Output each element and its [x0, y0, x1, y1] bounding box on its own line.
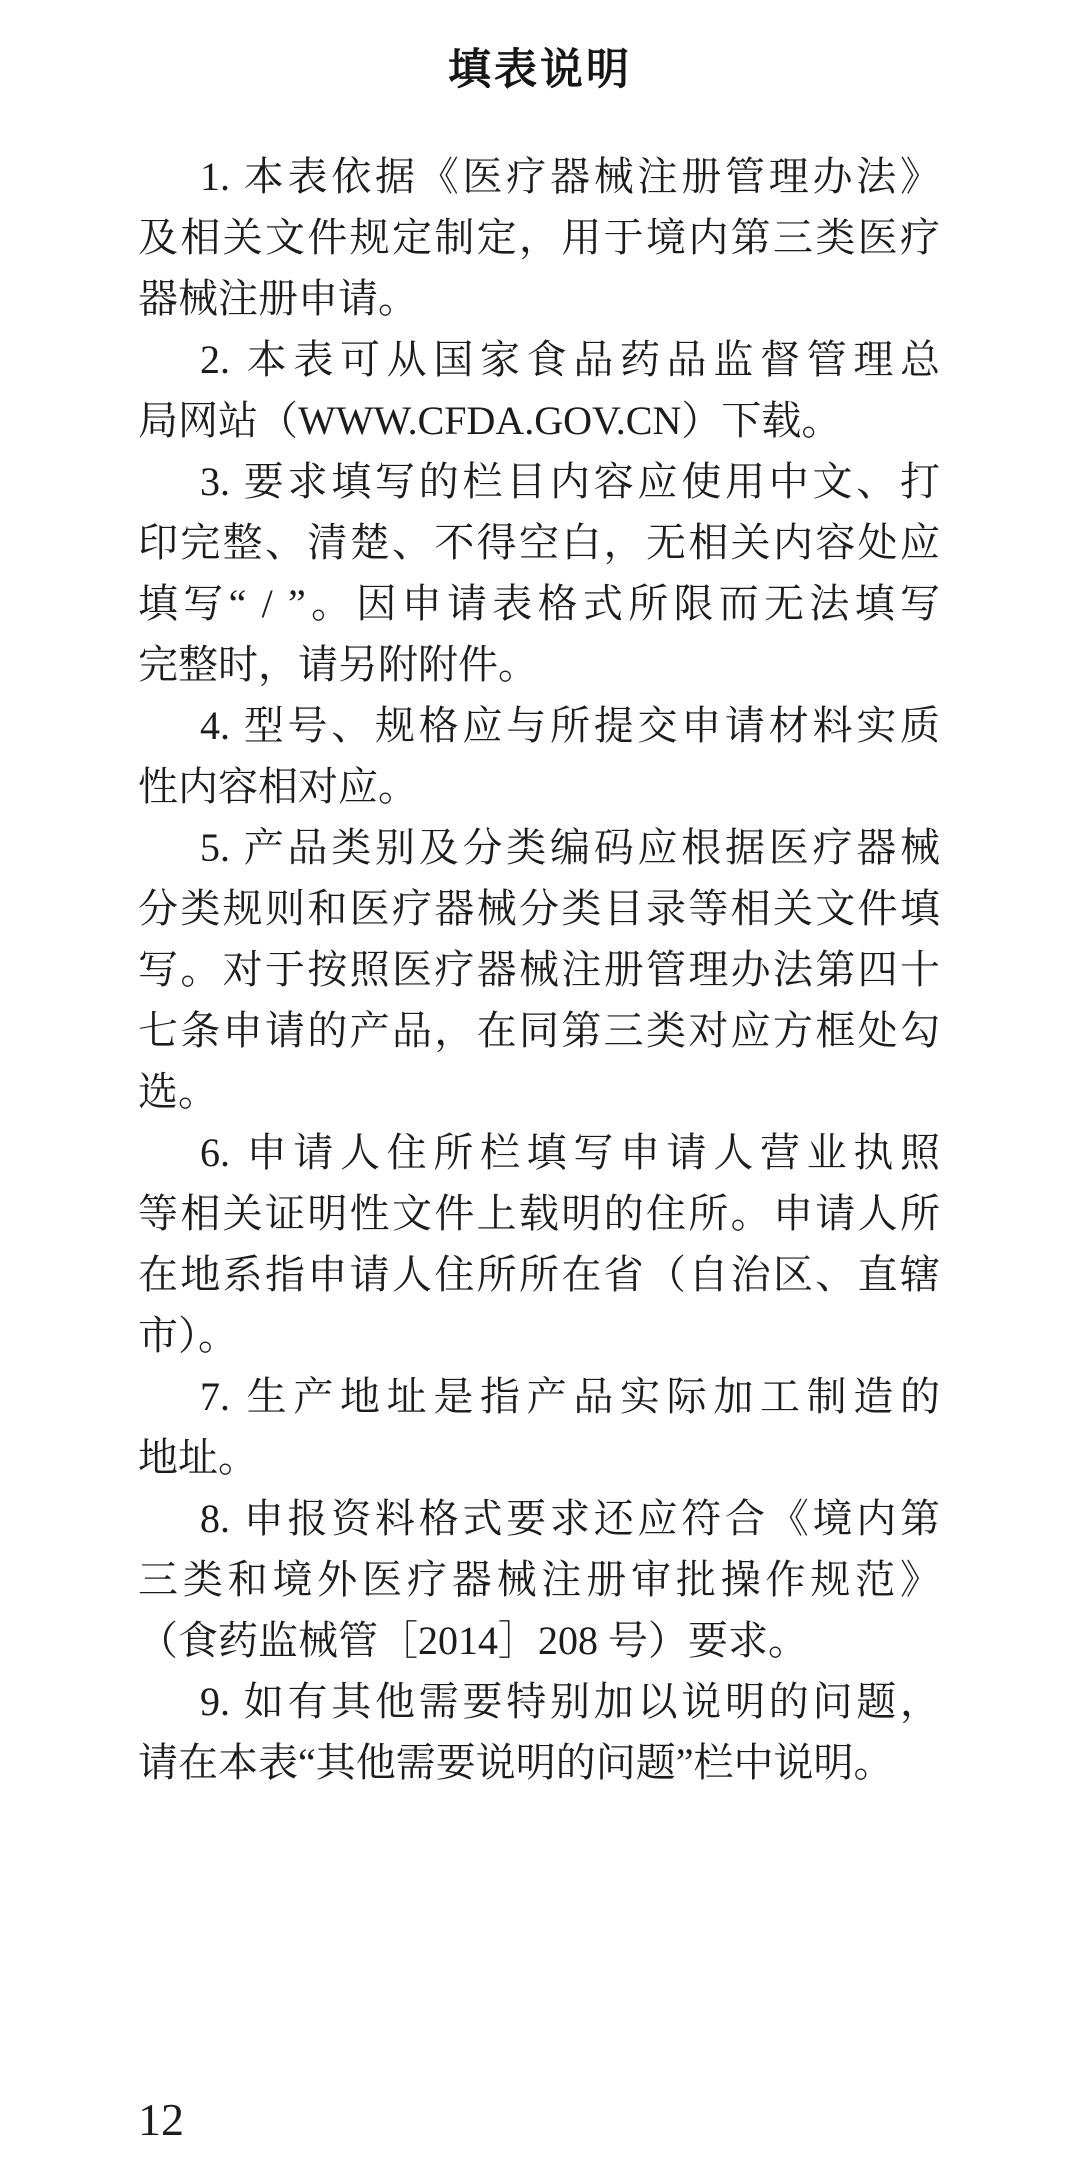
text-line: 分类规则和医疗器械分类目录等相关文件填: [138, 886, 940, 931]
paragraph: [138, 1122, 940, 1366]
text-line: 4. 型号、规格应与所提交申请材料实质: [200, 703, 940, 748]
text-line: （食药监械管［2014］208 号）要求。: [138, 1618, 808, 1663]
paragraph: [138, 1488, 940, 1671]
text-line: 完整时，请另附附件。: [138, 642, 538, 687]
text-line: 及相关文件规定制定，用于境内第三类医疗: [138, 215, 940, 260]
text-line: 1. 本表依据《医疗器械注册管理办法》: [200, 154, 940, 199]
text-line: 2. 本表可从国家食品药品监督管理总: [200, 337, 940, 382]
text-line: 请在本表“其他需要说明的问题”栏中说明。: [138, 1740, 894, 1785]
text-line: 在地系指申请人住所所在省（自治区、直辖: [138, 1252, 940, 1297]
text-line: 7. 生产地址是指产品实际加工制造的: [200, 1374, 940, 1419]
text-line: 地址。: [138, 1435, 258, 1480]
paragraph: [138, 146, 940, 329]
paragraph: [138, 695, 940, 817]
text-line: 器械注册申请。: [138, 276, 418, 321]
paragraph: [138, 329, 940, 451]
paragraph: [138, 817, 940, 1122]
text-line: 选。: [138, 1069, 218, 1114]
page-title: 填表说明: [448, 46, 632, 94]
text-line: 三类和境外医疗器械注册审批操作规范》: [138, 1557, 940, 1602]
text-line: 局网站（WWW.CFDA.GOV.CN）下载。: [138, 398, 842, 443]
text-line: 6. 申请人住所栏填写申请人营业执照: [200, 1130, 940, 1175]
paragraph: [138, 451, 940, 695]
paragraph: [138, 1366, 940, 1488]
document-body: [138, 146, 940, 1793]
text-line: 七条申请的产品，在同第三类对应方框处勾: [138, 1008, 940, 1053]
text-line: 市）。: [138, 1313, 238, 1358]
text-line: 3. 要求填写的栏目内容应使用中文、打: [200, 459, 940, 504]
text-line: 写。对于按照医疗器械注册管理办法第四十: [138, 947, 940, 992]
text-line: 等相关证明性文件上载明的住所。申请人所: [138, 1191, 940, 1236]
text-line: 填写“ / ”。因申请表格式所限而无法填写: [138, 581, 940, 626]
paragraph: [138, 1671, 940, 1793]
text-line: 5. 产品类别及分类编码应根据医疗器械: [200, 825, 940, 870]
page-number: 12: [138, 2094, 184, 2145]
text-line: 8. 申报资料格式要求还应符合《境内第: [200, 1496, 940, 1541]
text-line: 9. 如有其他需要特别加以说明的问题，: [200, 1679, 940, 1724]
text-line: 印完整、清楚、不得空白，无相关内容处应: [138, 520, 940, 565]
text-line: 性内容相对应。: [138, 764, 418, 809]
